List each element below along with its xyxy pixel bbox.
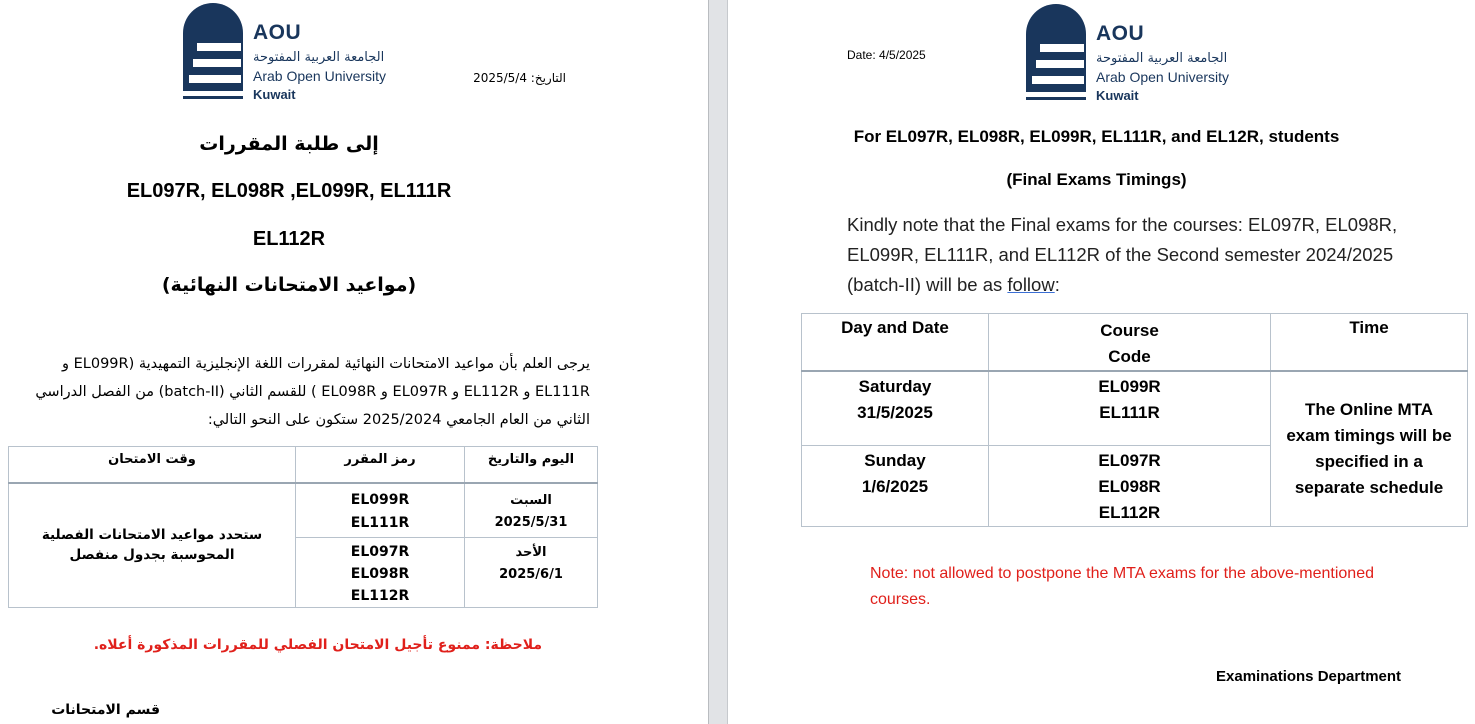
header-course-code: رمز المقرر [296, 447, 465, 483]
arabic-heading-course-last: EL112R [252, 228, 326, 250]
aou-logo-mark [183, 3, 245, 99]
header-day-date: اليوم والتاريخ [465, 447, 598, 483]
arabic-date: التاريخ: 2025/5/4 [473, 71, 566, 85]
arabic-body-line-2: EL111R و EL112R و EL097R و EL098R ) للقسم الثاني (batch-II) من الفصل الدراسي [35, 384, 590, 400]
row-time-note: The Online MTA exam timings will be specified in a separate schedule [1271, 371, 1468, 526]
arabic-heading-courses: EL097R, EL098R ,EL099R, EL111R [126, 180, 452, 202]
english-date: Date: 4/5/2025 [847, 48, 926, 62]
row-course-codes: EL099R EL111R [989, 371, 1271, 445]
header-day-date: Day and Date [802, 314, 989, 372]
aou-logo [183, 3, 413, 107]
table-row [9, 483, 598, 538]
logo-arabic-name: الجامعة العربية المفتوحة [253, 50, 385, 65]
row-course-codes: EL097R EL098R EL112R [296, 538, 465, 608]
row-day-date: Saturday 31/5/2025 [802, 371, 989, 445]
aou-logo [1026, 4, 1256, 108]
page-gutter [708, 0, 728, 724]
logo-abbreviation: AOU [253, 21, 302, 44]
header-exam-time: وقت الامتحان [9, 447, 296, 483]
arabic-document-page [0, 0, 708, 724]
row-exam-time-note: ستحدد مواعيد الامتحانات الفصلية المحوسبة بجدول منفصل [9, 483, 296, 608]
english-signature: Examinations Department [1216, 668, 1402, 685]
row-day-date: Sunday 1/6/2025 [802, 445, 989, 526]
logo-abbreviation: AOU [1096, 22, 1145, 45]
english-heading-for: For EL097R, EL098R, EL099R, EL111R, and EL12R, students [853, 127, 1340, 146]
english-body-line-3: (batch-II) will be as follow: [847, 274, 1060, 295]
english-note: Note: not allowed to postpone the MTA exams for the above-mentioned courses. [870, 565, 1374, 608]
logo-arabic-name: الجامعة العربية المفتوحة [1096, 51, 1228, 66]
header-course-code: Course Code [989, 314, 1271, 372]
english-heading-timings: (Final Exams Timings) [1006, 170, 1187, 189]
logo-branch: Kuwait [253, 87, 296, 102]
logo-english-name: Arab Open University [253, 68, 387, 84]
english-document-page [728, 0, 1475, 724]
arabic-exam-table [8, 446, 598, 608]
arabic-body-line-1: يرجى العلم بأن مواعيد الامتحانات النهائية لمقررات اللغة الإنجليزية التمهيدية (EL099R و [61, 356, 590, 372]
table-header-row [802, 314, 1468, 372]
english-body-line-1: Kindly note that the Final exams for the courses: EL097R, EL098R, [847, 214, 1398, 235]
follow-underlined-word: follow [1007, 274, 1055, 295]
header-time: Time [1271, 314, 1468, 372]
arabic-heading-timings: (مواعيد الامتحانات النهائية) [161, 274, 417, 296]
english-body-line-2: EL099R, EL111R, and EL112R of the Second semester 2024/2025 [847, 244, 1394, 265]
english-body-paragraph [847, 210, 1447, 300]
table-row [802, 371, 1468, 445]
row-course-codes: EL097R EL098R EL112R [989, 445, 1271, 526]
row-day-date: الأحد 2025/6/1 [465, 538, 598, 608]
english-exam-table [801, 313, 1468, 527]
aou-logo-mark [1026, 4, 1088, 100]
table-header-row [9, 447, 598, 483]
arabic-note: ملاحظة: ممنوع تأجيل الامتحان الفصلي للمقررات المذكورة أعلاه. [93, 637, 542, 653]
arabic-body-paragraph [8, 350, 590, 434]
logo-branch: Kuwait [1096, 88, 1139, 103]
row-course-codes: EL099R EL111R [296, 483, 465, 538]
arabic-heading-to: إلى طلبة المقررات [199, 133, 379, 155]
logo-english-name: Arab Open University [1096, 69, 1230, 85]
row-day-date: السبت 2025/5/31 [465, 483, 598, 538]
arabic-body-line-3: الثاني من العام الجامعي 2025/2024 ستكون على النحو التالي: [207, 412, 590, 428]
arabic-signature: قسم الامتحانات [51, 702, 160, 718]
